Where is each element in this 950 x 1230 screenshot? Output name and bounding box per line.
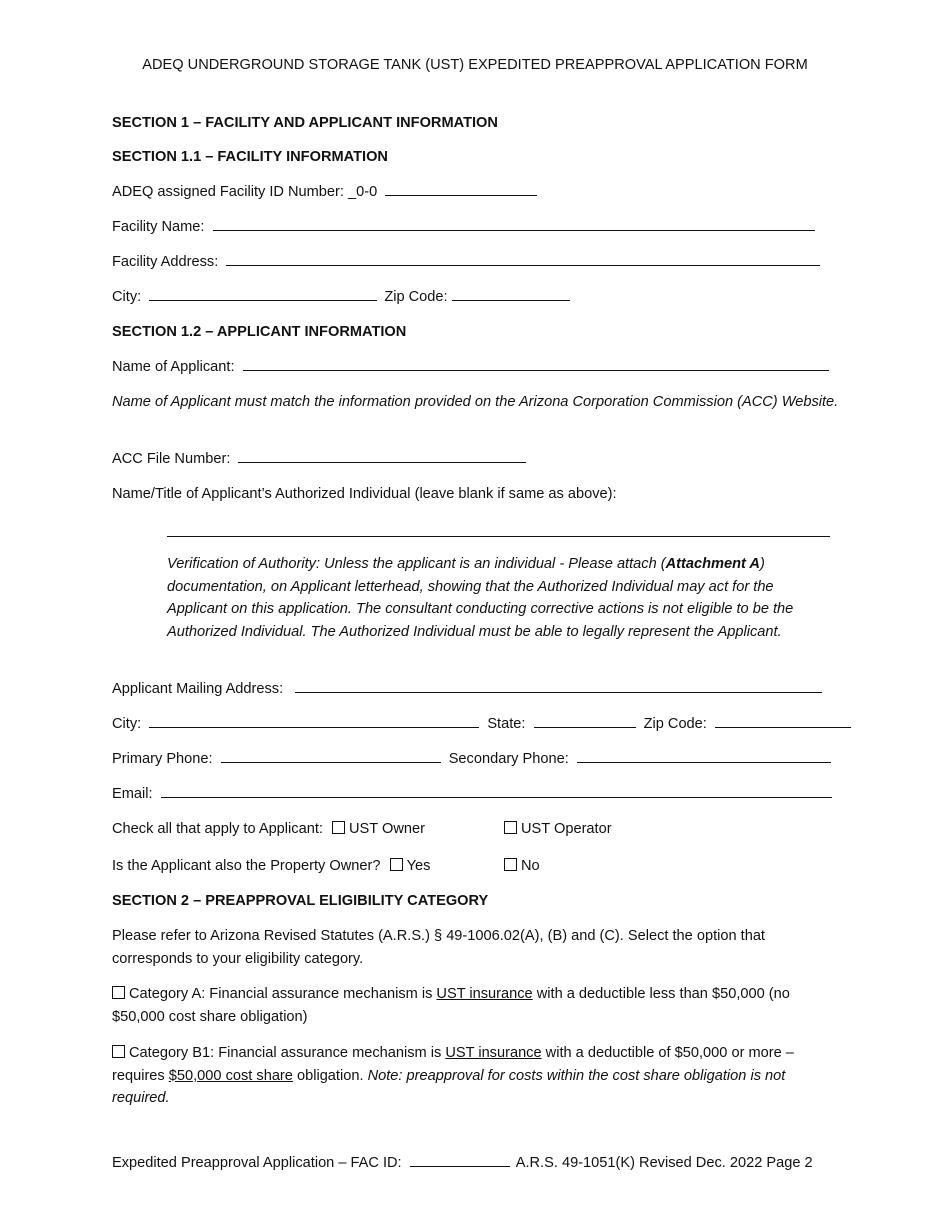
footer-right: A.R.S. 49-1051(K) Revised Dec. 2022 Page 2 bbox=[515, 1155, 813, 1171]
category-a-option bbox=[112, 983, 842, 1028]
applicant-type-label: Check all that apply to Applicant: bbox=[112, 821, 323, 837]
category-b1-text-2: with a deductible of $50,000 or more – requires bbox=[112, 1045, 794, 1084]
category-a-ust-insurance: UST insurance bbox=[436, 986, 533, 1002]
facility-name-label: Facility Name: bbox=[112, 219, 205, 235]
primary-phone-label: Primary Phone: bbox=[112, 751, 213, 767]
property-owner-row bbox=[112, 856, 540, 876]
section-2-heading: SECTION 2 – PREAPPROVAL ELIGIBILITY CATEGORY bbox=[112, 893, 489, 909]
applicant-city-field[interactable] bbox=[149, 714, 479, 728]
zip-label: Zip Code: bbox=[384, 289, 448, 305]
attachment-a-ref: Attachment A bbox=[665, 556, 760, 572]
facility-address-label: Facility Address: bbox=[112, 254, 219, 270]
yes-label: Yes bbox=[406, 858, 431, 874]
category-a-text: Category A: Financial assurance mechanism is bbox=[129, 986, 437, 1002]
zip2-label: Zip Code: bbox=[643, 716, 707, 732]
category-b1-text-3: obligation. bbox=[292, 1067, 368, 1084]
facility-city-field[interactable] bbox=[149, 287, 377, 301]
mailing-address-label: Applicant Mailing Address: bbox=[112, 681, 284, 697]
email-field[interactable] bbox=[161, 784, 832, 798]
ust-owner-checkbox[interactable] bbox=[332, 821, 345, 834]
section-1-2-heading: SECTION 1.2 – APPLICANT INFORMATION bbox=[112, 324, 407, 340]
category-b1-cost-share: $50,000 cost share bbox=[168, 1067, 293, 1084]
authorized-individual-label: Name/Title of Applicant’s Authorized Individual (leave blank if same as above): bbox=[112, 486, 617, 502]
property-owner-no-checkbox[interactable] bbox=[504, 858, 517, 871]
property-owner-label: Is the Applicant also the Property Owner? bbox=[112, 858, 381, 874]
property-owner-no-option bbox=[504, 856, 540, 876]
authorized-individual-field[interactable] bbox=[167, 523, 830, 537]
applicant-zip-field[interactable] bbox=[715, 714, 851, 728]
verification-of-authority bbox=[167, 553, 837, 643]
section-1-1-heading: SECTION 1.1 – FACILITY INFORMATION bbox=[112, 149, 388, 165]
facility-zip-field[interactable] bbox=[452, 287, 570, 301]
state-field[interactable] bbox=[534, 714, 636, 728]
applicant-type-row bbox=[112, 819, 612, 839]
category-b1-ust-insurance: UST insurance bbox=[445, 1045, 542, 1061]
acc-file-field[interactable] bbox=[238, 449, 526, 463]
city-label: City: bbox=[112, 289, 142, 305]
facility-name-row bbox=[112, 217, 815, 237]
secondary-phone-label: Secondary Phone: bbox=[448, 751, 569, 767]
verification-text-2: ) documentation, on Applicant letterhead, showing that the Authorized Individual may act for the Applicant on this application. The consultant conducting corrective actions is not eligible to be the Authorized Individual. The Authorized Individual must be able to legally represent the Applicant. bbox=[167, 556, 794, 640]
category-b1-note: Note: preapproval for costs within the cost share obligation is not required. bbox=[112, 1067, 786, 1106]
footer-label: Expedited Preapproval Application – FAC ID: bbox=[112, 1155, 402, 1171]
ust-operator-checkbox[interactable] bbox=[504, 821, 517, 834]
primary-phone-field[interactable] bbox=[221, 749, 441, 763]
mailing-address-row bbox=[112, 679, 822, 699]
category-b1-checkbox[interactable] bbox=[112, 1045, 125, 1058]
form-title: ADEQ UNDERGROUND STORAGE TANK (UST) EXPEDITED PREAPPROVAL APPLICATION FORM bbox=[142, 57, 808, 73]
facility-id-field[interactable] bbox=[385, 182, 537, 196]
category-a-checkbox[interactable] bbox=[112, 986, 125, 999]
page-footer bbox=[112, 1153, 813, 1173]
ust-operator-label: UST Operator bbox=[521, 821, 612, 837]
facility-city-row bbox=[112, 287, 570, 307]
applicant-name-row bbox=[112, 357, 829, 377]
applicant-city-row bbox=[112, 714, 851, 734]
facility-address-row bbox=[112, 252, 820, 272]
property-owner-yes-checkbox[interactable] bbox=[390, 858, 403, 871]
secondary-phone-field[interactable] bbox=[577, 749, 831, 763]
mailing-address-field[interactable] bbox=[295, 679, 822, 693]
acc-file-label: ACC File Number: bbox=[112, 451, 231, 467]
no-label: No bbox=[521, 858, 540, 874]
facility-id-label: ADEQ assigned Facility ID Number: _0-0 bbox=[112, 184, 378, 200]
category-b1-text: Category B1: Financial assurance mechanism is bbox=[129, 1045, 446, 1061]
phone-row bbox=[112, 749, 831, 769]
city2-label: City: bbox=[112, 716, 142, 732]
email-row bbox=[112, 784, 832, 804]
state-label: State: bbox=[487, 716, 526, 732]
facility-name-field[interactable] bbox=[213, 217, 815, 231]
section-2-intro: Please refer to Arizona Revised Statutes (A.R.S.) § 49-1006.02(A), (B) and (C). Select the option that corresponds to your eligibility category. bbox=[112, 928, 765, 967]
category-b1-option bbox=[112, 1042, 842, 1110]
category-a-text-2: with a deductible less than $50,000 (no $50,000 cost share obligation) bbox=[112, 986, 790, 1025]
section-1-heading: SECTION 1 – FACILITY AND APPLICANT INFORMATION bbox=[112, 115, 498, 131]
footer-fac-id-field[interactable] bbox=[410, 1153, 510, 1167]
facility-id-row bbox=[112, 182, 537, 202]
email-label: Email: bbox=[112, 786, 153, 802]
ust-operator-option bbox=[504, 819, 612, 839]
acc-file-row bbox=[112, 449, 526, 469]
applicant-name-field[interactable] bbox=[243, 357, 829, 371]
facility-address-field[interactable] bbox=[226, 252, 820, 266]
verification-text-1: Verification of Authority: Unless the applicant is an individual - Please attach ( bbox=[167, 556, 666, 572]
ust-owner-label: UST Owner bbox=[349, 821, 425, 837]
applicant-name-label: Name of Applicant: bbox=[112, 359, 235, 375]
applicant-name-note: Name of Applicant must match the information provided on the Arizona Corporation Commission (ACC) Website. bbox=[112, 394, 839, 410]
